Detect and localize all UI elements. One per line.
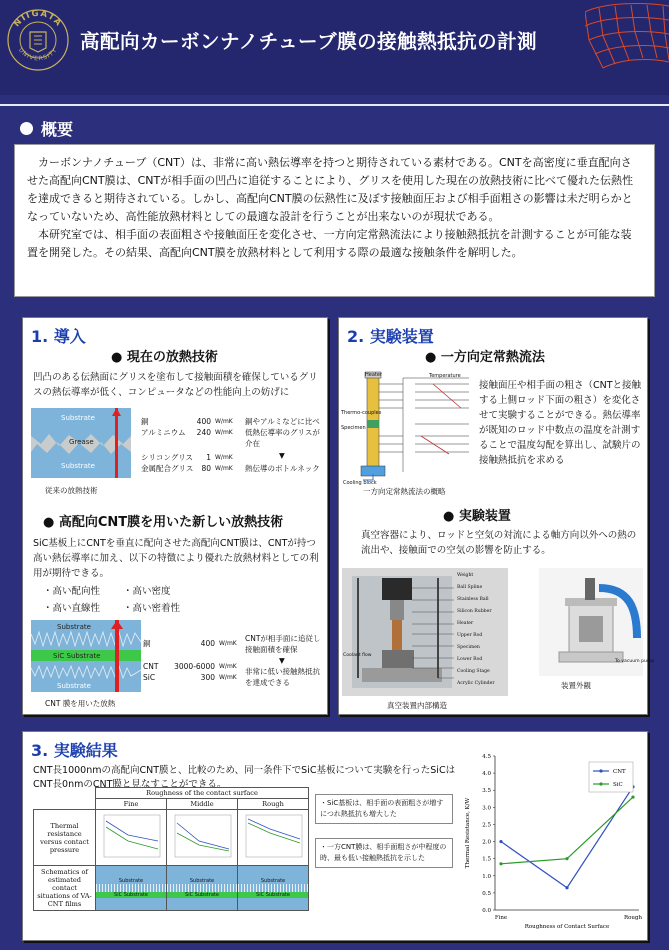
row-thermal-resistance: Thermal resistance versus contact pressure xyxy=(34,810,96,866)
mini-chart-fine xyxy=(96,810,167,866)
feature-4: ・高い密着性 xyxy=(123,603,181,614)
intro-panel xyxy=(22,317,328,715)
arrow-down-icon: ▼ xyxy=(279,451,285,460)
arrow-down-icon-2: ▼ xyxy=(279,656,285,665)
spec2-copper-unit: W/mK xyxy=(219,640,237,647)
cooling-block-label: Cooling block xyxy=(343,480,377,486)
part-label: Ball Spline xyxy=(457,585,483,590)
thermocouples-label: Thermo-couples xyxy=(341,410,382,416)
grease-label-bottom: Substrate xyxy=(61,462,95,470)
interior-caption: 真空装置内部構造 xyxy=(387,701,447,710)
niigata-university-logo xyxy=(6,8,70,72)
apparatus-heading: 2. 実験装置 xyxy=(347,327,434,346)
spec-silicon-grease-value: 1 xyxy=(206,453,211,462)
feature-3: ・高い直線性 xyxy=(43,603,101,614)
x-tick-label: Rough xyxy=(623,915,643,921)
overview-paragraph-1: カーボンナノチューブ（CNT）は、非常に高い熱伝導率を持つと期待されている素材である。CNTを高密度に垂直配向させた高配向CNT膜は、CNTが相手面の凹凸に追従することにより、グリスを使用した現在の放熱技術に比べて優れた伝熱性を達成できると期待されている。しかし、高配向CNT膜の伝熱性に及ぼす接触面圧および相手面粗さの影響は未だ明らかとなっていないため、高性能放熱材料としての最適な設計を行うことが出来ないのが現状である。 xyxy=(27,156,634,223)
y-tick-label: 3.0 xyxy=(482,805,491,812)
parts-list xyxy=(457,570,507,690)
page-title: 高配向カーボンナノチューブ膜の接触熱抵抗の計測 xyxy=(80,30,538,53)
legend-label: CNT xyxy=(613,769,626,775)
spec2-copper-value: 400 xyxy=(200,639,215,648)
schematic-middle: Substrate SiC Substrate xyxy=(167,866,238,911)
low-resistance-note: 非常に低い接触熱抵抗を達成できる xyxy=(245,667,320,687)
mini-chart-rough xyxy=(238,810,309,866)
spec-aluminum-value: 240 xyxy=(196,428,211,437)
cnt-follow-note: CNTが相手面に追従し接触面積を確保 xyxy=(245,634,321,654)
data-point-sic xyxy=(565,857,568,860)
col-fine: Fine xyxy=(96,799,167,810)
spec-aluminum-unit: W/mK xyxy=(215,429,233,436)
current-tech-subheading: ● 現在の放熱技術 xyxy=(111,350,218,365)
spec2-sic-value: 300 xyxy=(200,673,215,682)
data-point-sic xyxy=(499,862,502,865)
legend-marker xyxy=(599,769,602,772)
cnt-caption: CNT 膜を用いた放熱 xyxy=(45,699,116,708)
exterior-caption: 装置外観 xyxy=(561,681,591,690)
row-schematics: Schematics of estimated contact situations of VA-CNT films xyxy=(34,866,96,911)
spec-metal-grease-unit: W/mK xyxy=(215,465,233,472)
series-line-sic xyxy=(501,797,633,864)
x-tick-label: Fine xyxy=(494,915,508,921)
col-middle: Middle xyxy=(167,799,238,810)
steady-flow-subheading: ● 一方向定常熱流法 xyxy=(425,350,545,365)
table-header: Roughness of the contact surface xyxy=(96,788,309,799)
cnt-tech-text: SiC基板上にCNTを垂直に配向させた高配向CNT膜は、CNTが持つ高い熱伝導率に加え、以下の特徴により優れた放熱材料としての利用が期待できる。 xyxy=(33,538,319,579)
logo-text-bottom: UNIVERSITY xyxy=(16,46,59,63)
results-heading: 3. 実験結果 xyxy=(31,741,118,760)
spec2-sic-unit: W/mK xyxy=(219,674,237,681)
overview-paragraph-2: 本研究室では、相手面の表面粗さや接触面圧を変化させ、一方向定常熱流法により接触熱抵抗を計測することが可能な装置を開発した。その結果、高配向CNT膜を放熱材料として利用する際の最適な接触条件を解明した。 xyxy=(27,228,632,259)
part-label: Specimen xyxy=(457,645,480,650)
spec-silicon-grease-unit: W/mK xyxy=(215,454,233,461)
logo-text-top: NIIGATA xyxy=(12,8,64,30)
spec-metal-grease-value: 80 xyxy=(201,464,211,473)
apparatus-panel xyxy=(338,317,655,715)
header-divider xyxy=(0,104,669,106)
y-axis-label: Thermal Resistance, K/W xyxy=(465,797,471,869)
grease-note: 銅やアルミなどに比べ低熱伝導率のグリスが介在 xyxy=(245,417,320,448)
overview-heading xyxy=(20,117,73,140)
grease-label-top: Substrate xyxy=(61,414,95,422)
feature-1: ・高い配向性 xyxy=(43,586,101,597)
schematic-rough: Substrate SiC Substrate xyxy=(238,866,309,911)
x-axis-label: Roughness of Contact Surface xyxy=(524,924,610,930)
col-rough: Rough xyxy=(238,799,309,810)
cnt-label-sic: SiC Substrate xyxy=(53,652,101,660)
spec-metal-grease: 金属配合グリス xyxy=(141,464,194,473)
series-line-cnt xyxy=(501,787,633,888)
cnt-tech-subheading: ● 高配向CNT膜を用いた新しい放熱技術 xyxy=(43,515,284,530)
legend-label: SiC xyxy=(613,782,623,788)
spec2-sic: SiC xyxy=(143,673,156,682)
results-text: CNT長1000nmの高配向CNT膜と、比較のため、同一条件下でSiC基板について実験を行ったSiCはCNT長0nmのCNT膜と見なすことができる。 xyxy=(33,765,456,790)
spec-copper-unit: W/mK xyxy=(215,418,233,425)
apparatus-text: 真空容器により、ロッドと空気の対流による軸方向以外への熱の流出や、接触面での空気の影響を防止する。 xyxy=(361,530,637,556)
y-tick-label: 3.5 xyxy=(482,788,491,795)
y-tick-label: 0.5 xyxy=(482,890,491,897)
cnt-label-top: Substrate xyxy=(57,623,91,631)
steady-flow-text: 接触面圧や相手面の粗さ（CNTと接触する上側ロッド下面の粗さ）を変化させて実験することができる。熱伝導率が既知のロッド中数点の温度を計測することで温度勾配を算出し、試験片の接触熱抵抗を求める xyxy=(479,380,642,466)
data-point-cnt xyxy=(565,886,568,889)
steady-flow-caption: 一方向定常熱流法の概略 xyxy=(363,487,446,496)
mini-chart-middle xyxy=(167,810,238,866)
data-point-sic xyxy=(631,795,634,798)
spec2-cnt: CNT xyxy=(143,662,159,671)
result-note-sic: ・SiC基板は、相手面の表面粗さが増すにつれ熱抵抗も増大した xyxy=(315,794,453,824)
spec2-cnt-unit: W/mK xyxy=(219,663,237,670)
legend-marker xyxy=(599,782,602,785)
bullet-icon xyxy=(20,122,33,135)
part-label: Stainless Ball xyxy=(457,597,489,602)
temperature-label: Temperature xyxy=(429,373,461,379)
grease-label-mid: Grease xyxy=(69,438,94,446)
svg-text:UNIVERSITY xyxy=(17,47,59,63)
data-point-cnt xyxy=(499,840,502,843)
schematic-fine: Substrate SiC Substrate xyxy=(96,866,167,911)
cnt-label-bottom: Substrate xyxy=(57,682,91,690)
results-table xyxy=(33,787,309,911)
svg-text:NIIGATA xyxy=(12,9,64,29)
intro-heading: 1. 導入 xyxy=(31,327,86,346)
part-label: Acrylic Cylinder xyxy=(457,681,495,686)
current-tech-text: 凹凸のある伝熱面にグリスを塗布して接触面積を確保しているグリスの熱伝導率が低く、コンピュータなどの性能向上の妨げに xyxy=(33,372,318,398)
vacuum-pump-label: To vacuum pump xyxy=(615,659,655,664)
coolant-label: Coolant flow xyxy=(343,653,372,658)
spec-silicon-grease: シリコングリス xyxy=(141,453,194,462)
y-tick-label: 0.0 xyxy=(482,908,491,914)
specimen-label: Specimen xyxy=(341,425,366,431)
heater-label: Heater xyxy=(365,372,382,378)
grease-caption: 従来の放熱技術 xyxy=(45,486,98,495)
part-label: Cooling Stage xyxy=(457,669,490,674)
bottleneck-note: 熱伝導のボトルネック xyxy=(245,464,320,473)
part-label: Weight xyxy=(457,573,474,578)
result-note-cnt: ・一方CNT膜は、相手面粗さが中程度の時、最も低い接触熱抵抗を示した xyxy=(315,838,453,868)
y-tick-label: 2.5 xyxy=(482,822,491,829)
feature-2: ・高い密度 xyxy=(123,586,171,597)
y-tick-label: 1.5 xyxy=(482,856,491,863)
overview-box xyxy=(14,144,655,297)
y-tick-label: 4.0 xyxy=(482,771,491,778)
y-tick-label: 2.0 xyxy=(482,839,491,846)
spec2-cnt-value: 3000-6000 xyxy=(174,662,215,671)
spec-copper: 銅 xyxy=(141,417,149,426)
results-chart xyxy=(459,746,645,936)
spec-copper-value: 400 xyxy=(196,417,211,426)
spec-aluminum: アルミニウム xyxy=(141,428,186,437)
y-tick-label: 1.0 xyxy=(482,873,491,880)
spec2-copper: 銅 xyxy=(143,639,151,648)
results-panel xyxy=(22,731,648,941)
part-label: Lower Rod xyxy=(457,657,483,662)
nanotube-illustration xyxy=(585,2,669,82)
part-label: Silicon Rubber Heater xyxy=(457,609,492,626)
overview-heading-text: 概要 xyxy=(41,120,74,139)
part-label: Upper Rod xyxy=(457,633,483,638)
apparatus-subheading: ● 実験装置 xyxy=(443,509,511,524)
y-tick-label: 4.5 xyxy=(482,754,491,760)
legend-box xyxy=(589,762,633,792)
